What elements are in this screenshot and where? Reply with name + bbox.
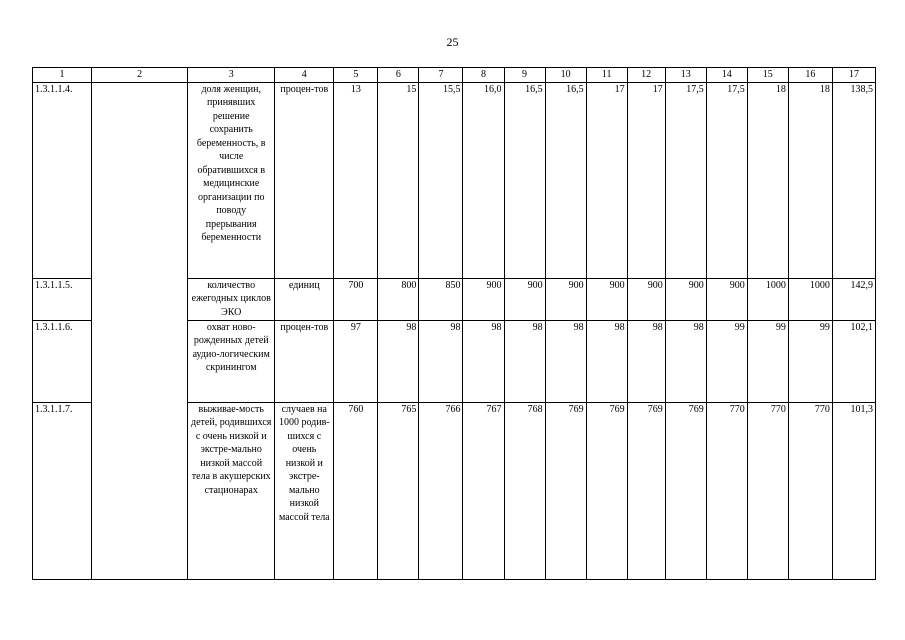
column-header: 14 [706, 68, 747, 83]
row-value: 1000 [788, 278, 832, 320]
column-header: 16 [788, 68, 832, 83]
row-value: 102,1 [832, 320, 875, 402]
row-value: 800 [378, 278, 419, 320]
row-value: 17,5 [665, 82, 706, 278]
row-value: 98 [545, 320, 586, 402]
column-header: 9 [504, 68, 545, 83]
column-header: 5 [334, 68, 378, 83]
row-value: 98 [463, 320, 504, 402]
row-value: 99 [747, 320, 788, 402]
row-value: 17 [627, 82, 665, 278]
row-value: 900 [586, 278, 627, 320]
row-code: 1.3.1.1.4. [33, 82, 92, 278]
page-number: 25 [446, 35, 459, 49]
row-value: 98 [378, 320, 419, 402]
row-value: 99 [706, 320, 747, 402]
row-unit: процен-тов [275, 82, 334, 278]
row-value: 900 [706, 278, 747, 320]
row-value: 1000 [747, 278, 788, 320]
row-indicator-name: охват ново-рожденных детей аудио-логическим скринингом [188, 320, 275, 402]
row-unit: единиц [275, 278, 334, 320]
column-header: 7 [419, 68, 463, 83]
row-indicator-name: доля женщин, принявших решение сохранить беременность, в числе обратившихся в медицинские организации по поводу прерывания беременности [188, 82, 275, 278]
column-header: 12 [627, 68, 665, 83]
column-header: 1 [33, 68, 92, 83]
column-header: 2 [92, 68, 188, 83]
column-header: 3 [188, 68, 275, 83]
row-value: 16,5 [545, 82, 586, 278]
row-value: 769 [586, 402, 627, 579]
row-value: 15,5 [419, 82, 463, 278]
row-value: 769 [545, 402, 586, 579]
row-value: 13 [334, 82, 378, 278]
row-value: 98 [665, 320, 706, 402]
row-indicator-name: количество ежегодных циклов ЭКО [188, 278, 275, 320]
merged-empty-cell [92, 82, 188, 579]
row-value: 700 [334, 278, 378, 320]
row-value: 900 [463, 278, 504, 320]
row-value: 769 [665, 402, 706, 579]
column-header: 10 [545, 68, 586, 83]
row-value: 98 [419, 320, 463, 402]
column-header: 15 [747, 68, 788, 83]
column-header: 13 [665, 68, 706, 83]
row-value: 17,5 [706, 82, 747, 278]
row-value: 97 [334, 320, 378, 402]
row-value: 101,3 [832, 402, 875, 579]
row-value: 760 [334, 402, 378, 579]
row-value: 769 [627, 402, 665, 579]
row-value: 900 [627, 278, 665, 320]
row-code: 1.3.1.1.5. [33, 278, 92, 320]
row-value: 770 [706, 402, 747, 579]
row-value: 770 [788, 402, 832, 579]
table-row [33, 82, 876, 278]
row-value: 900 [504, 278, 545, 320]
indicators-table [32, 67, 876, 580]
row-value: 17 [586, 82, 627, 278]
row-code: 1.3.1.1.6. [33, 320, 92, 402]
row-code: 1.3.1.1.7. [33, 402, 92, 579]
row-value: 900 [545, 278, 586, 320]
column-header: 6 [378, 68, 419, 83]
row-value: 770 [747, 402, 788, 579]
row-unit: процен-тов [275, 320, 334, 402]
row-value: 768 [504, 402, 545, 579]
row-value: 767 [463, 402, 504, 579]
row-value: 138,5 [832, 82, 875, 278]
row-value: 765 [378, 402, 419, 579]
row-value: 850 [419, 278, 463, 320]
row-value: 900 [665, 278, 706, 320]
row-value: 18 [788, 82, 832, 278]
column-header: 4 [275, 68, 334, 83]
header-row [33, 68, 876, 83]
row-value: 16,5 [504, 82, 545, 278]
row-value: 766 [419, 402, 463, 579]
row-value: 142,9 [832, 278, 875, 320]
column-header: 11 [586, 68, 627, 83]
row-value: 18 [747, 82, 788, 278]
row-value: 16,0 [463, 82, 504, 278]
row-indicator-name: выживае-мость детей, родившихся с очень низкой и экстре-мально низкой массой тела в акушерских стационарах [188, 402, 275, 579]
row-value: 98 [627, 320, 665, 402]
row-value: 98 [586, 320, 627, 402]
row-value: 98 [504, 320, 545, 402]
row-value: 15 [378, 82, 419, 278]
row-unit: случаев на 1000 родив-шихся с очень низкой и экстре-мально низкой массой тела [275, 402, 334, 579]
column-header: 17 [832, 68, 875, 83]
row-value: 99 [788, 320, 832, 402]
column-header: 8 [463, 68, 504, 83]
